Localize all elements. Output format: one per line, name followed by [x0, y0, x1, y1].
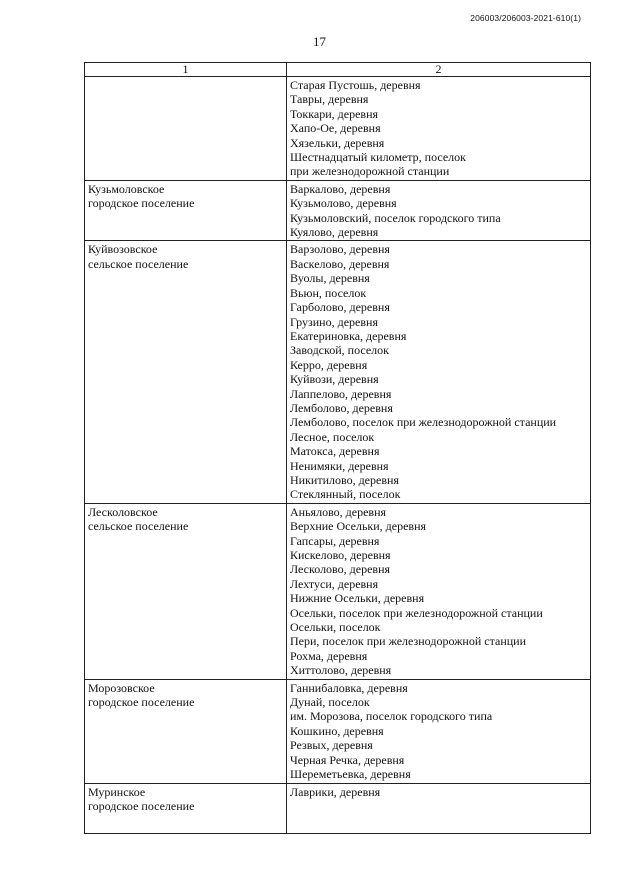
settlement-line: Грузино, деревня	[290, 314, 378, 329]
settlements-cell	[287, 679, 591, 783]
settlements-cell	[287, 503, 591, 679]
settlement-line: Матокса, деревня	[290, 444, 380, 459]
settlements-cell	[287, 241, 591, 503]
settlement-line: Дунай, поселок	[290, 695, 370, 710]
municipality-name-line: Муринское	[88, 784, 146, 799]
settlement-line: Кузьмоловский, поселок городского типа	[290, 210, 501, 225]
municipality-name-line: сельское поселение	[88, 256, 189, 271]
settlement-line: Кузьмолово, деревня	[290, 196, 397, 211]
settlement-line: Осельки, поселок	[290, 620, 381, 635]
settlement-line: Хиттолово, деревня	[290, 663, 392, 678]
settlement-line: Заводской, поселок	[290, 343, 389, 358]
settlement-line: Варкалово, деревня	[290, 181, 391, 196]
settlement-line: Куялово, деревня	[290, 225, 379, 240]
municipality-name-line: Морозовское	[88, 680, 155, 695]
municipality-cell	[85, 180, 287, 241]
settlement-line: Хязельки, деревня	[290, 135, 385, 150]
settlement-line: Тавры, деревня	[290, 92, 369, 107]
page-number: 17	[313, 34, 326, 49]
settlement-line: Вьюн, поселок	[290, 285, 367, 300]
settlement-line: Аньялово, деревня	[290, 504, 387, 519]
municipality-cell	[85, 679, 287, 783]
settlements-cell	[287, 77, 591, 181]
municipality-name-line: городское поселение	[88, 695, 195, 710]
settlement-line: Лесколово, деревня	[290, 562, 391, 577]
document-id: 206003/206003-2021-610(1)	[470, 13, 581, 23]
settlements-cell	[287, 180, 591, 241]
settlements-cell	[287, 783, 591, 834]
settlement-line: Верхние Осельки, деревня	[290, 519, 427, 534]
settlement-line: Старая Пустошь, деревня	[290, 78, 421, 92]
settlement-line: Ненимяки, деревня	[290, 458, 389, 473]
settlement-line: Лехтуси, деревня	[290, 576, 379, 591]
settlement-line: Хапо-Ое, деревня	[290, 121, 381, 136]
municipality-cell	[85, 503, 287, 679]
municipality-name-line: сельское поселение	[88, 519, 189, 534]
settlement-line: Лесное, поселок	[290, 429, 375, 444]
column-header-1: 1	[85, 63, 287, 77]
table-row	[85, 783, 591, 834]
municipality-name-line: городское поселение	[88, 798, 195, 813]
settlement-line: Кискелово, деревня	[290, 548, 391, 562]
settlement-line: Резвых, деревня	[290, 738, 373, 753]
settlement-line: Гарболово, деревня	[290, 300, 390, 315]
settlement-line: Черная Речка, деревня	[290, 752, 405, 767]
municipality-name-line: городское поселение	[88, 196, 195, 211]
municipality-name-line: Куйвозовское	[88, 242, 158, 257]
column-header-2: 2	[287, 63, 591, 77]
settlement-line: Токкари, деревня	[290, 106, 379, 121]
settlement-line: Гапсары, деревня	[290, 533, 380, 548]
settlement-line: Лемболово, поселок при железнодорожной станции	[290, 415, 557, 430]
municipality-cell	[85, 77, 287, 181]
settlement-line: Кошкино, деревня	[290, 723, 384, 738]
municipality-cell	[85, 241, 287, 503]
settlement-line: Керро, деревня	[290, 357, 368, 372]
table-row	[85, 503, 591, 679]
municipality-name-line: Кузьмоловское	[88, 181, 165, 196]
settlement-line: Никитилово, деревня	[290, 472, 399, 487]
table-row	[85, 180, 591, 241]
table-header-row	[85, 63, 591, 77]
municipality-cell	[85, 783, 287, 834]
settlement-line: Рохма, деревня	[290, 648, 368, 663]
settlement-line: Варзолово, деревня	[290, 242, 390, 257]
settlement-line: Вуолы, деревня	[290, 271, 370, 286]
settlement-line: Лаппелово, деревня	[290, 386, 392, 401]
settlement-line: Осельки, поселок при железнодорожной станции	[290, 605, 543, 620]
table-row	[85, 77, 591, 181]
settlement-line: Лаврики, деревня	[290, 784, 381, 799]
settlement-line: им. Морозова, поселок городского типа	[290, 709, 493, 724]
settlement-line: Нижние Осельки, деревня	[290, 591, 425, 606]
settlement-line: Шестнадцатый километр, поселок	[290, 150, 466, 165]
settlement-line: Стеклянный, поселок	[290, 487, 401, 502]
settlement-line: Васкелово, деревня	[290, 256, 390, 271]
settlements-table	[84, 62, 591, 834]
settlement-line: Лемболово, деревня	[290, 400, 393, 415]
settlement-line: Шереметьевка, деревня	[290, 767, 411, 782]
settlement-line: Куйвози, деревня	[290, 372, 379, 387]
settlement-line: Екатериновка, деревня	[290, 328, 407, 343]
settlement-line: Пери, поселок при железнодорожной станции	[290, 634, 527, 649]
table-row	[85, 241, 591, 503]
municipality-name-line: Лесколовское	[88, 504, 158, 519]
table-row	[85, 679, 591, 783]
settlement-line: Ганнибаловка, деревня	[290, 680, 408, 695]
settlement-line: при железнодорожной станции	[290, 164, 450, 179]
